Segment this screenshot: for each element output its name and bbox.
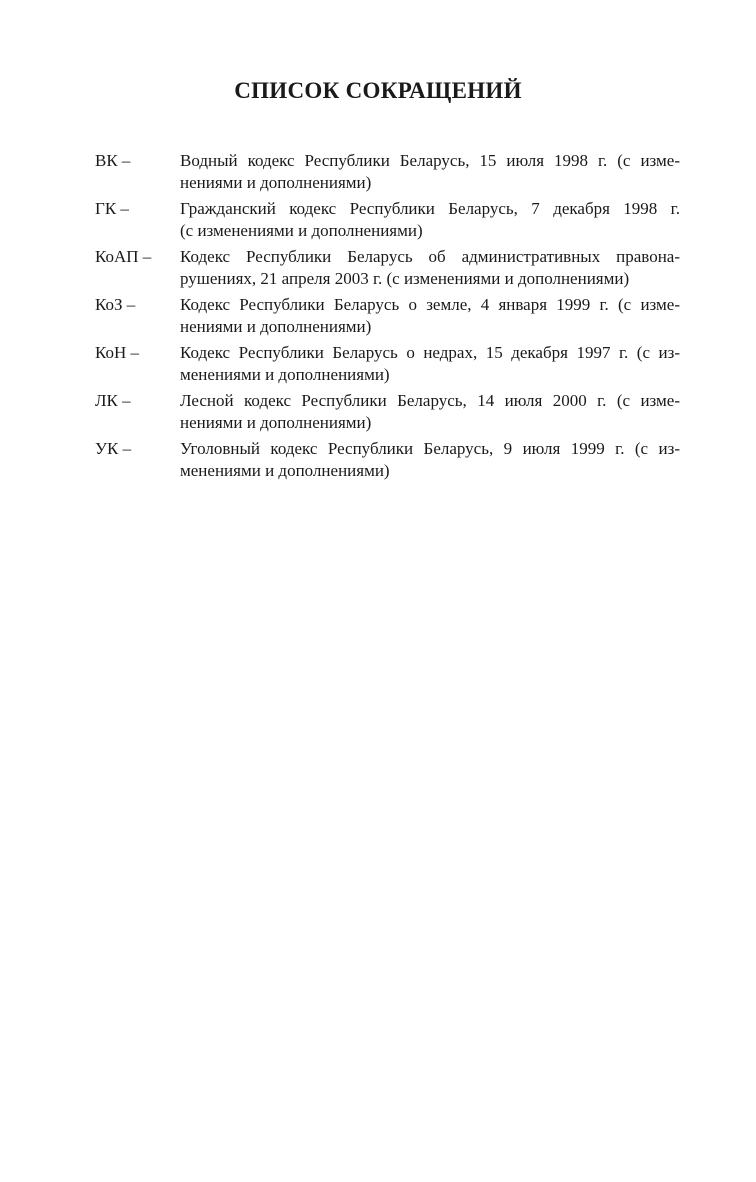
abbreviation-entry	[95, 198, 680, 244]
abbreviation-term: ВК –	[95, 151, 131, 170]
abbreviation-term: ГК –	[95, 199, 129, 218]
abbreviation-definition	[180, 438, 680, 482]
definition-line: Кодекс Республики Беларусь об административных правона-	[180, 247, 680, 266]
abbreviation-entry	[95, 342, 680, 388]
abbreviation-definition	[180, 294, 680, 338]
abbreviation-entry	[95, 246, 680, 292]
definition-line: Уголовный кодекс Республики Беларусь, 9 июля 1999 г. (с из-	[180, 439, 680, 458]
abbreviation-entry	[95, 150, 680, 196]
definition-line: нениями и дополнениями)	[180, 317, 372, 336]
abbreviation-definition	[180, 150, 680, 194]
abbreviation-term: КоН –	[95, 343, 140, 362]
definition-line: Лесной кодекс Республики Беларусь, 14 июля 2000 г. (с изме-	[180, 391, 680, 410]
abbreviation-entry	[95, 390, 680, 436]
definition-line: Кодекс Республики Беларусь о недрах, 15 декабря 1997 г. (с из-	[180, 343, 680, 362]
abbreviation-entry	[95, 294, 680, 340]
definition-line: менениями и дополнениями)	[180, 365, 390, 384]
abbreviation-entry	[95, 438, 680, 484]
abbreviation-term: ЛК –	[95, 391, 131, 410]
definition-line: нениями и дополнениями)	[180, 173, 372, 192]
abbreviation-term: УК –	[95, 439, 132, 458]
definition-line: Кодекс Республики Беларусь о земле, 4 января 1999 г. (с изме-	[180, 295, 680, 314]
definition-line: Гражданский кодекс Республики Беларусь, 7 декабря 1998 г.	[180, 199, 680, 218]
page-title: СПИСОК СОКРАЩЕНИЙ	[234, 78, 522, 103]
definition-line: Водный кодекс Республики Беларусь, 15 июля 1998 г. (с изме-	[180, 151, 680, 170]
abbreviation-definition	[180, 390, 680, 434]
abbreviation-definition	[180, 198, 680, 242]
abbreviation-list	[95, 150, 680, 486]
definition-line: менениями и дополнениями)	[180, 461, 390, 480]
definition-line: нениями и дополнениями)	[180, 413, 372, 432]
abbreviation-definition	[180, 246, 680, 290]
abbreviation-term: КоАП –	[95, 247, 152, 266]
abbreviation-term: КоЗ –	[95, 295, 136, 314]
abbreviation-definition	[180, 342, 680, 386]
definition-line: рушениях, 21 апреля 2003 г. (с изменениями и дополнениями)	[180, 269, 630, 288]
definition-line: (с изменениями и дополнениями)	[180, 221, 423, 240]
